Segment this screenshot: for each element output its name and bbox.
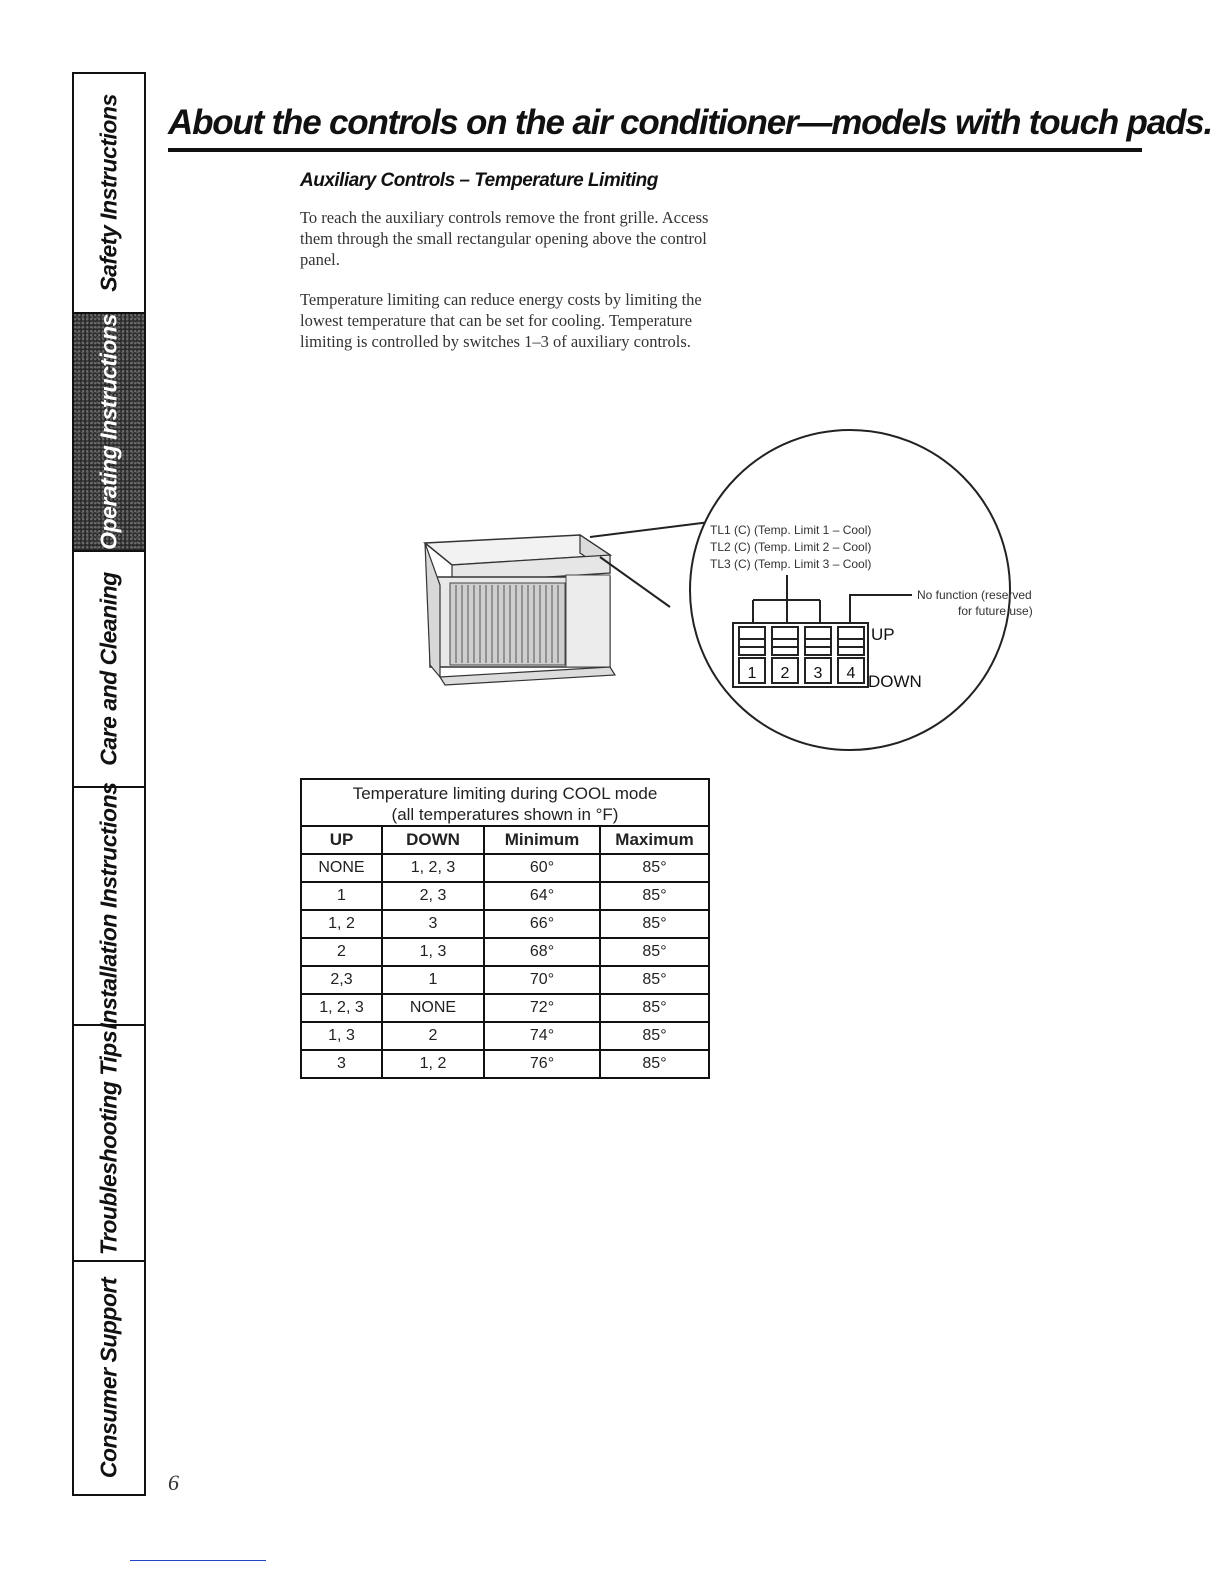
cell-up: 2	[302, 938, 382, 966]
tl3-label: TL3 (C) (Temp. Limit 3 – Cool)	[710, 557, 872, 571]
aux-controls-diagram	[400, 425, 1060, 760]
cell-down: 1, 2, 3	[382, 854, 484, 882]
cell-down: 3	[382, 910, 484, 938]
cell-maximum: 85°	[600, 966, 708, 994]
table-caption-line1: Temperature limiting during COOL mode	[352, 784, 658, 803]
cell-minimum: 64°	[484, 882, 600, 910]
table-row	[302, 854, 708, 882]
header-up: UP	[302, 826, 382, 854]
section-sidebar	[72, 72, 146, 1496]
down-label: DOWN	[868, 672, 922, 691]
cell-down: 1, 3	[382, 938, 484, 966]
tab-troubleshooting-tips[interactable]	[74, 1026, 144, 1262]
cell-up: 2,3	[302, 966, 382, 994]
intro-paragraph: To reach the auxiliary controls remove the front grille. Access them through the small rectangular opening above the control panel.	[300, 208, 709, 269]
cell-maximum: 85°	[600, 882, 708, 910]
cell-maximum: 85°	[600, 854, 708, 882]
tl1-label: TL1 (C) (Temp. Limit 1 – Cool)	[710, 523, 872, 537]
cell-minimum: 66°	[484, 910, 600, 938]
table-row	[302, 994, 708, 1022]
header-minimum: Minimum	[484, 826, 600, 854]
table-row	[302, 966, 708, 994]
switch-2-label: 2	[780, 665, 790, 682]
table-caption	[302, 780, 708, 825]
cell-maximum: 85°	[600, 938, 708, 966]
tab-label: Consumer Support	[95, 1277, 122, 1479]
page-title: About the controls on the air conditioner—models with touch pads.	[168, 103, 1212, 142]
air-conditioner-illustration	[425, 535, 615, 685]
description-paragraph: Temperature limiting can reduce energy costs by limiting the lowest temperature that can be set for cooling. Temperature limiting is controlled by switches 1–3 of auxiliary controls.	[300, 290, 702, 351]
cell-up: 1	[302, 882, 382, 910]
tab-installation-instructions[interactable]	[74, 782, 144, 1030]
table-caption-line2: (all temperatures shown in °F)	[391, 805, 619, 824]
tl2-label: TL2 (C) (Temp. Limit 2 – Cool)	[710, 540, 872, 554]
cell-up: 3	[302, 1050, 382, 1077]
table-row	[302, 938, 708, 966]
cell-minimum: 60°	[484, 854, 600, 882]
no-function-label: No function (reserved	[917, 588, 1032, 602]
cell-maximum: 85°	[642, 1055, 667, 1072]
tab-care-and-cleaning[interactable]	[74, 552, 144, 788]
switch-4-label: 4	[846, 665, 856, 682]
tab-label: Installation Instructions	[95, 782, 122, 1030]
cell-up: 1, 2	[302, 910, 382, 938]
table-header-row	[302, 826, 708, 854]
table-row	[302, 1050, 708, 1077]
cell-up: 1, 2, 3	[302, 994, 382, 1022]
cell-minimum: 76°	[484, 1050, 600, 1077]
table-row	[302, 882, 708, 910]
cell-up: 1, 3	[302, 1022, 382, 1050]
cell-maximum: 85°	[600, 910, 708, 938]
tab-label: Operating Instructions	[95, 314, 122, 550]
cell-down: 1	[382, 966, 484, 994]
table-row	[302, 1022, 708, 1050]
switch-3-label: 3	[813, 665, 823, 682]
header-maximum: Maximum	[600, 826, 708, 854]
cell-down: 2, 3	[382, 882, 484, 910]
temperature-limiting-table	[300, 778, 710, 1079]
page-number: 6	[168, 1470, 179, 1495]
tab-label: Safety Instructions	[95, 94, 122, 292]
tab-label: Troubleshooting Tips	[95, 1030, 122, 1256]
cell-maximum: 85°	[600, 994, 708, 1022]
up-label: UP	[871, 625, 895, 644]
cell-up: NONE	[302, 854, 382, 882]
cell-down: 1, 2	[382, 1050, 484, 1077]
cell-minimum: 70°	[484, 966, 600, 994]
title-divider	[168, 148, 1142, 152]
cell-down: 2	[382, 1022, 484, 1050]
tab-label: Care and Cleaning	[95, 572, 122, 766]
switch-1-label: 1	[747, 665, 757, 682]
cell-down: NONE	[382, 994, 484, 1022]
tab-consumer-support[interactable]	[74, 1262, 144, 1494]
tab-operating-instructions[interactable]	[74, 314, 144, 552]
cell-minimum: 74°	[484, 1022, 600, 1050]
header-down: DOWN	[382, 826, 484, 854]
table-row	[302, 910, 708, 938]
section-subtitle: Auxiliary Controls – Temperature Limiting	[300, 170, 658, 191]
cell-minimum: 72°	[484, 994, 600, 1022]
footer-divider	[130, 1560, 266, 1561]
tab-safety-instructions[interactable]	[74, 74, 144, 314]
dip-switch-block	[733, 623, 868, 687]
future-use-label: for future use)	[958, 604, 1033, 618]
cell-minimum: 68°	[484, 938, 600, 966]
cell-maximum: 85°	[600, 1022, 708, 1050]
